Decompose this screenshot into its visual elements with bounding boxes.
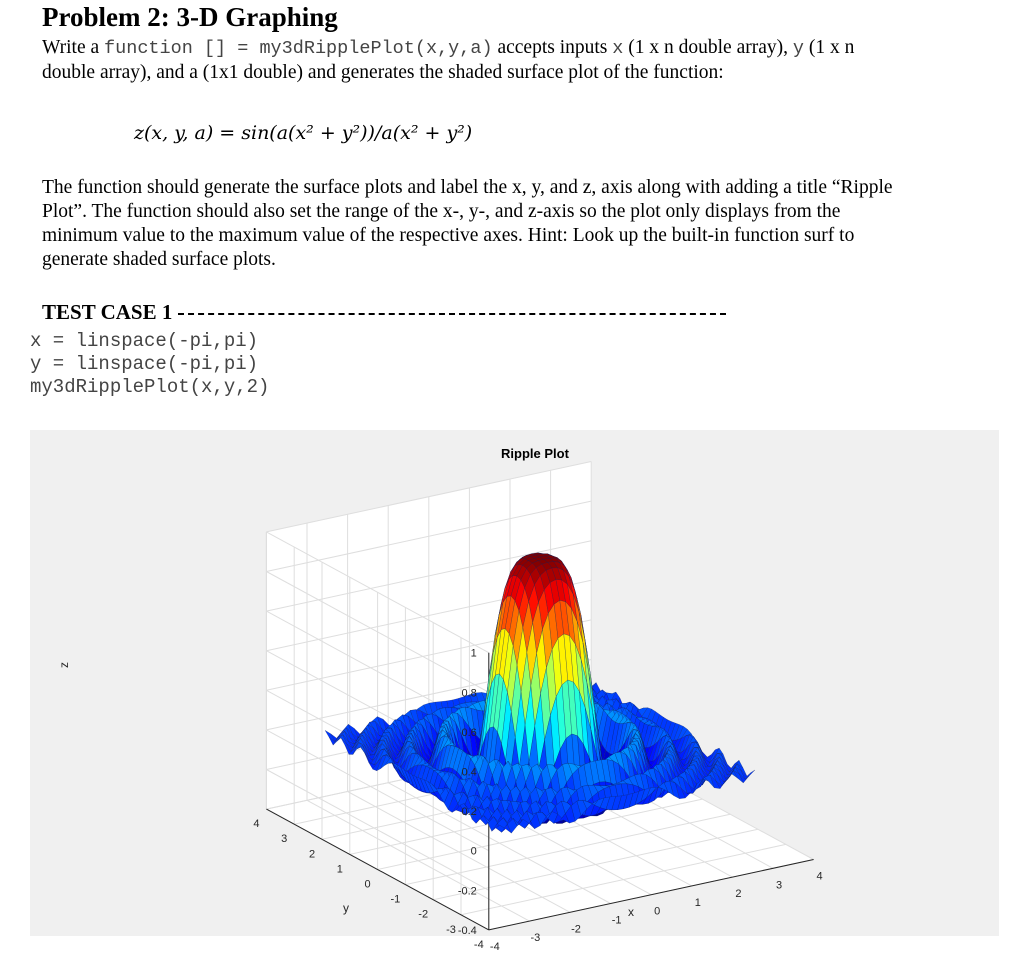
- code-line-call: my3dRipplePlot(x,y,2): [30, 376, 270, 398]
- y-tick-label: 1: [336, 863, 343, 876]
- instruction-line: minimum value to the maximum value of the respective axes. Hint: Look up the built-in function surf to: [42, 225, 855, 246]
- x-tick-label: -2: [571, 923, 581, 936]
- z-tick-label: 1: [470, 647, 477, 660]
- x-tick-label: -4: [489, 940, 500, 953]
- x-tick-label: 4: [816, 870, 823, 883]
- code-line-x: x = linspace(-pi,pi): [30, 330, 259, 352]
- z-tick-label: -0.4: [457, 924, 477, 937]
- z-tick-label: 0: [470, 845, 477, 858]
- input-y-code: y: [792, 38, 804, 59]
- instruction-line: Plot”. The function should also set the range of the x-, y-, and z-axis so the plot only displays from the: [42, 201, 841, 222]
- y-tick-label: 4: [253, 818, 260, 831]
- surface-plot: [30, 430, 999, 953]
- z-tick-label: 0.2: [461, 806, 477, 819]
- code-line-y: y = linspace(-pi,pi): [30, 353, 259, 375]
- function-signature: function [] = my3dRipplePlot(x,y,a): [104, 38, 493, 59]
- plot-title: Ripple Plot: [501, 446, 569, 461]
- surface-plot-figure: [30, 430, 999, 953]
- z-tick-label: -0.2: [457, 885, 477, 898]
- test-case-heading: TEST CASE 1: [42, 300, 173, 324]
- input-x-code: x: [612, 38, 624, 59]
- y-tick-label: -1: [390, 893, 401, 906]
- z-axis-label: z: [57, 662, 71, 668]
- problem-description: [42, 36, 854, 85]
- surface-patch: [745, 770, 755, 779]
- desc-text-d: (1 x n: [803, 37, 855, 58]
- x-tick-label: 3: [775, 879, 783, 892]
- z-tick-label: 0.8: [461, 687, 477, 700]
- z-tick-label: 0.4: [461, 766, 477, 779]
- y-tick-label: -4: [473, 938, 484, 951]
- x-tick-label: -3: [530, 932, 541, 945]
- instruction-line: generate shaded surface plots.: [42, 249, 276, 270]
- x-tick-label: -1: [611, 914, 622, 927]
- x-tick-label: 1: [694, 896, 701, 909]
- y-tick-label: -3: [446, 923, 456, 936]
- x-axis-label: x: [628, 905, 634, 919]
- desc-line-2: double array), and a (1x1 double) and generates the shaded surface plot of the function:: [42, 62, 724, 83]
- y-axis-label: y: [343, 901, 349, 915]
- z-tick-label: 0.6: [461, 726, 477, 739]
- x-tick-label: 2: [735, 888, 742, 901]
- desc-text-b: accepts inputs: [492, 37, 613, 58]
- desc-text-a: Write a: [42, 37, 105, 58]
- problem-title: Problem 2: 3-D Graphing: [42, 2, 338, 32]
- y-tick-label: 2: [308, 848, 316, 861]
- desc-text-c: (1 x n double array),: [623, 37, 793, 58]
- instruction-line: The function should generate the surface plots and label the x, y, and z, axis along with adding a title “Ripple: [42, 177, 893, 198]
- y-tick-label: 3: [281, 833, 288, 846]
- instructions-paragraph: [42, 176, 893, 272]
- test-case-divider: [178, 313, 726, 315]
- y-tick-label: -2: [418, 908, 429, 921]
- x-tick-label: 0: [654, 905, 661, 918]
- y-tick-label: 0: [364, 878, 371, 891]
- ripple-equation: z(x, y, a) = sin(a(x² + y²))/a(x² + y²): [134, 122, 473, 144]
